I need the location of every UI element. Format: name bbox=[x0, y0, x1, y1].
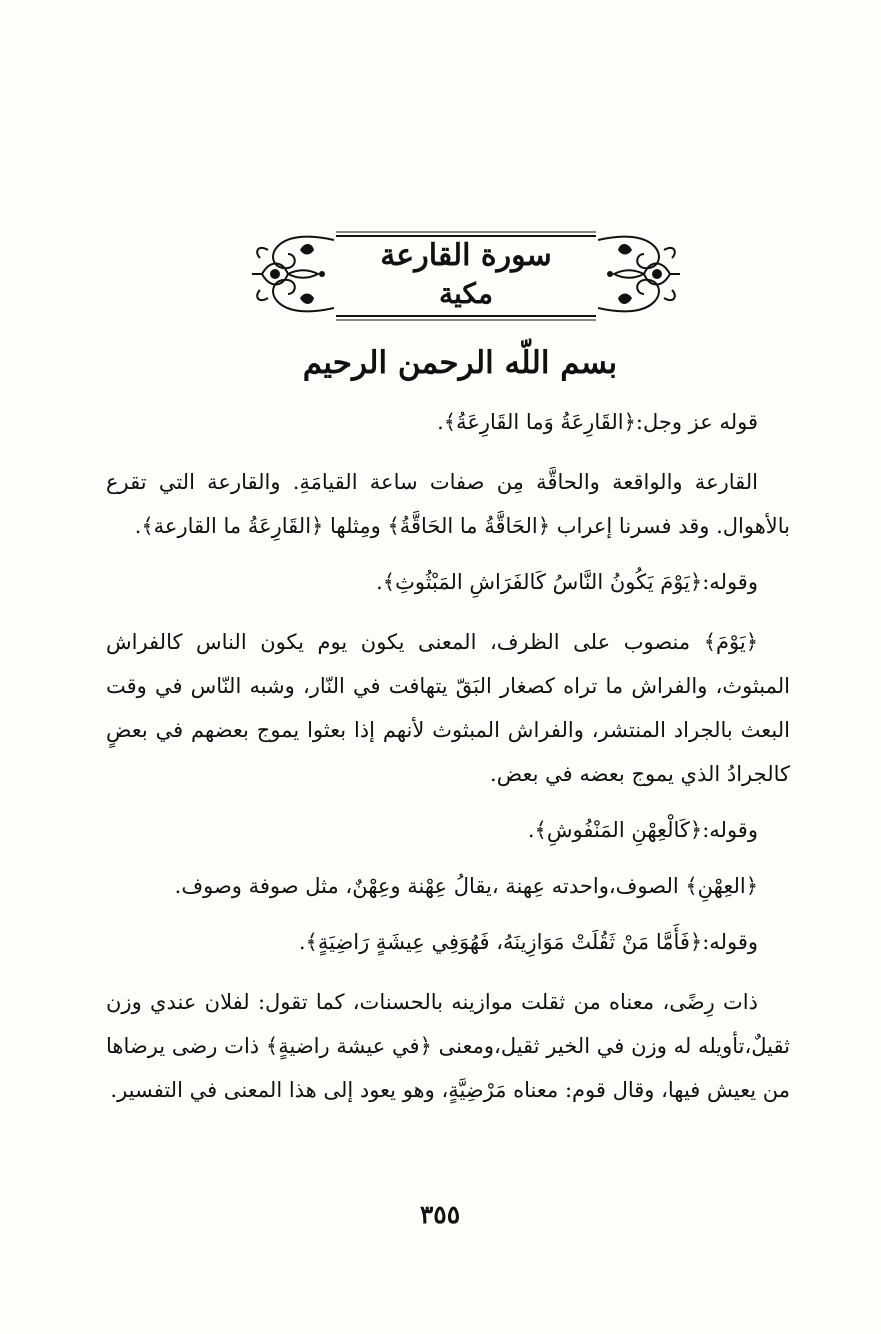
basmala: بسم اللّه الرحمن الرحيم bbox=[302, 345, 618, 381]
paragraph-verse-4: وقوله:﴿يَوْمَ يَكُونُ النَّاسُ كَالفَرَاشِ المَبْثُوثِ﴾. bbox=[376, 570, 758, 594]
commentary-body bbox=[106, 400, 790, 1112]
paragraph-commentary-4: ﴿يَوْمَ﴾ منصوب على الظرف، المعنى يكون يوم يكون الناس كالفراش المبثوث، والفراش ما تراه كصغار البَقّ يتهافت في النّار، وشبه النّاس في وقت البعث بالجراد المنتشر، والفراش المبثوث لأنهم إذا بعثوا يموج بعضهم في بعضٍ كالجرادُ الذي يموج بعضه في بعض. bbox=[106, 630, 790, 786]
surah-title-frame bbox=[248, 226, 684, 324]
surah-title bbox=[338, 236, 594, 312]
paragraph-commentary-1: القارعة والواقعة والحاقَّة مِن صفات ساعة القيامَةِ. والقارعة التي تقرع بالأهوال. وقد فسرنا إعراب ﴿الحَاقَّةُ ما الحَاقَّةُ﴾ ومِثلها ﴿القَارِعَةُ ما القارعة﴾. bbox=[106, 470, 790, 538]
surah-type: مكية bbox=[439, 277, 493, 310]
paragraph-verse-1: قوله عز وجل:﴿القَارِعَةُ وَما القَارِعَةُ﴾. bbox=[437, 410, 758, 434]
floral-ornament-icon bbox=[598, 230, 684, 318]
paragraph-verse-5: وقوله:﴿كَالْعِهْنِ المَنْفُوشِ﴾. bbox=[527, 818, 758, 842]
paragraph-commentary-6-7: ذات رِضًى، معناه من ثقلت موازينه بالحسنات، كما تقول: لفلان عندي وزن ثقيلٌ،تأويله له وزن في الخير ثقيل،ومعنى ﴿في عيشة راضيةٍ﴾ ذات رضى يرضاها من يعيش فيها، وقال قوم: معناه مَرْضِيَّةٍ، وهو يعود إلى هذا المعنى في التفسير. bbox=[106, 990, 790, 1102]
paragraph-verse-6-7: وقوله:﴿فَأَمَّا مَنْ ثَقُلَتْ مَوَازِينَهُ، فَهُوَفِي عِيشَةٍ رَاضِيَةٍ﴾. bbox=[298, 930, 758, 954]
floral-ornament-icon bbox=[248, 230, 334, 318]
paragraph-commentary-5: ﴿العِهْنِ﴾ الصوف،واحدته عِهنة ،يقالُ عِهْنة وعِهْنٌ، مثل صوفة وصوف. bbox=[174, 874, 758, 898]
surah-name: سورة القارعة bbox=[380, 238, 552, 273]
page-number: ٣٥٥ bbox=[419, 1200, 461, 1229]
